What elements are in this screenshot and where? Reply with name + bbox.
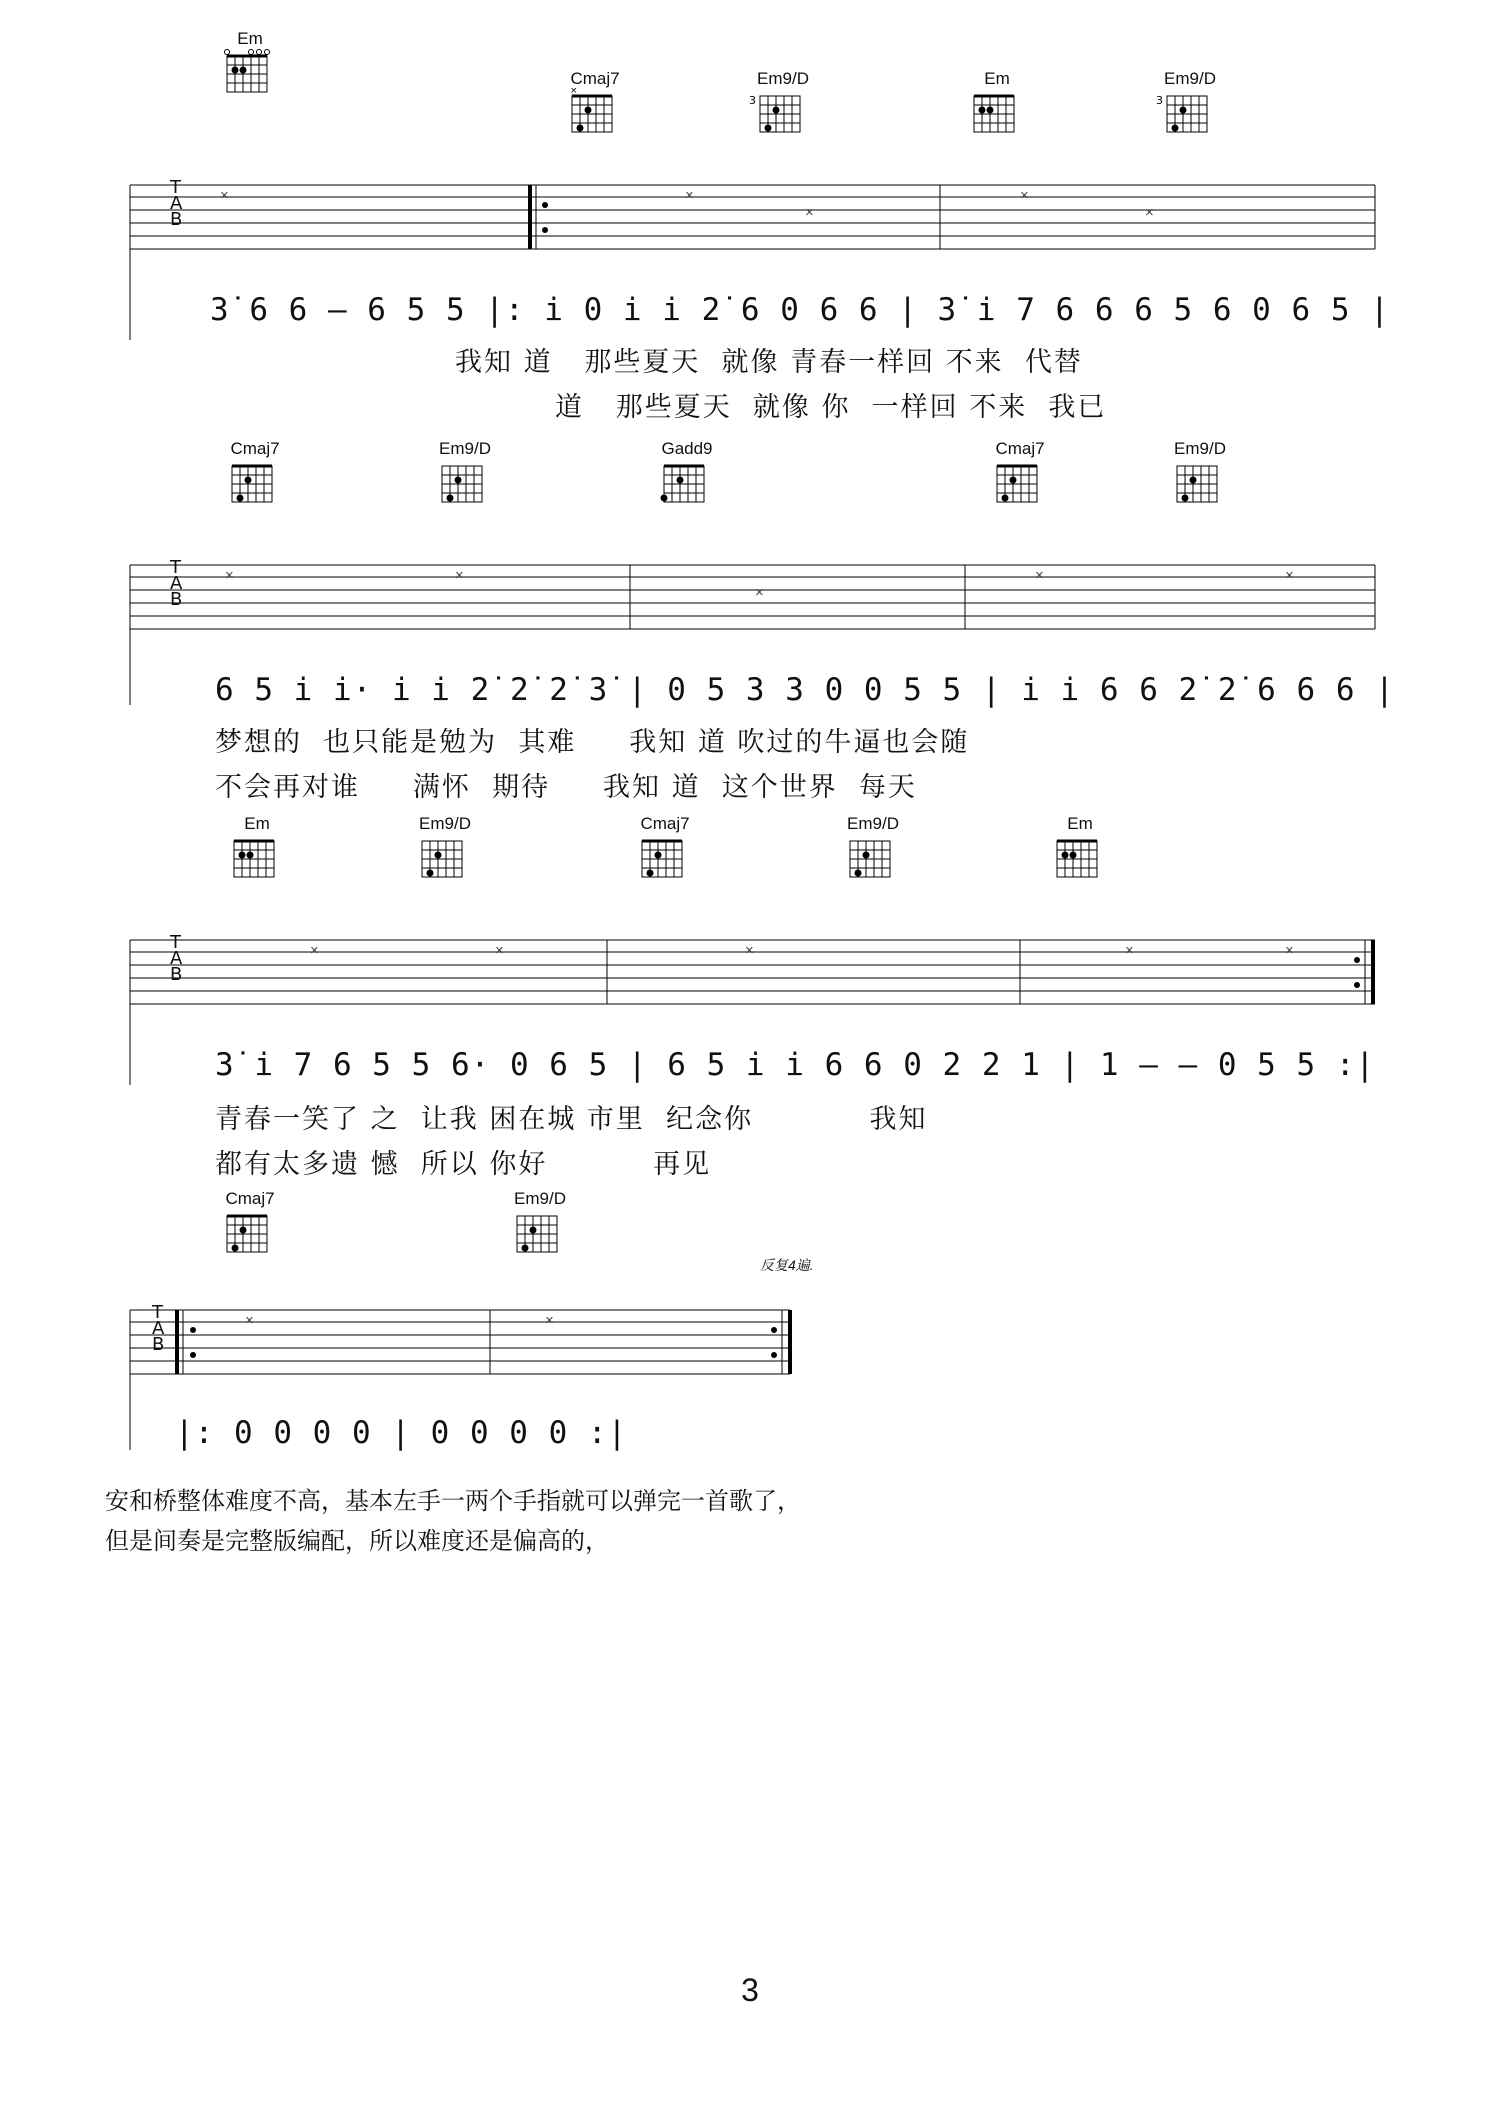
tab-clef: T A B — [170, 932, 183, 985]
lyrics-verse-2: 道 那些夏天 就像 你 一样回 不来 我已 — [555, 392, 1107, 423]
chord-name: Em9/D — [439, 439, 491, 458]
chord-grid — [962, 88, 1032, 143]
chord-name: Cmaj7 — [570, 69, 620, 88]
chord-diagram — [652, 440, 722, 517]
lyrics-verse-1: 梦想的 也只能是勉为 其难 我知 道 吹过的牛逼也会随 — [215, 727, 970, 758]
chord-diagram — [1045, 815, 1115, 892]
chord-name: Cmaj7 — [640, 814, 690, 833]
chord-diagram — [748, 70, 818, 147]
tab-clef: T A B — [170, 177, 183, 230]
chord-grid — [560, 88, 630, 143]
svg-text:×: × — [685, 187, 694, 204]
chord-grid — [985, 458, 1055, 513]
svg-text:×: × — [1285, 567, 1294, 584]
repeat-instruction: 反复4遍. — [760, 1257, 814, 1273]
svg-text:3: 3 — [1156, 94, 1163, 107]
numbered-notation: 6 5 i i· i i 2̇ 2̇ 2̇ 3̇ | 0 5 3 3 0 0 5 5 | i i 6 6 2̇ 2̇ 6 6 6 | — [215, 672, 1395, 708]
svg-text:×: × — [495, 942, 504, 959]
chord-grid — [222, 833, 292, 888]
chord-name: Em9/D — [757, 69, 809, 88]
chord-grid — [215, 48, 285, 103]
chord-diagram — [410, 815, 480, 892]
svg-text:×: × — [1285, 942, 1294, 959]
chord-name: Em9/D — [1174, 439, 1226, 458]
chord-grid — [410, 833, 480, 888]
numbered-notation: 3̇ 6 6 — 6 5 5 |: i 0 i i 2̇ 6 0 6 6 | 3̇ i 7 6 6 6 5 6 0 6 5 | — [210, 292, 1390, 328]
chord-name: Em9/D — [847, 814, 899, 833]
svg-text:×: × — [245, 1312, 254, 1329]
svg-text:×: × — [755, 584, 764, 601]
svg-text:×: × — [1020, 187, 1029, 204]
chord-diagram — [430, 440, 500, 517]
lyrics-verse-1: 我知 道 那些夏天 就像 青春一样回 不来 代替 — [455, 347, 1083, 378]
chord-diagram — [222, 815, 292, 892]
chord-grid — [220, 458, 290, 513]
tab-clef: T A B — [170, 557, 183, 610]
svg-text:×: × — [570, 88, 578, 96]
chord-diagram — [215, 30, 285, 107]
chord-name: Cmaj7 — [225, 1189, 275, 1208]
tab-clef: T A B — [152, 1302, 165, 1355]
lyrics-verse-2: 不会再对谁 满怀 期待 我知 道 这个世界 每天 — [215, 772, 917, 803]
chord-grid — [1045, 833, 1115, 888]
lyrics-verse-2: 都有太多遗 憾 所以 你好 再见 — [215, 1149, 712, 1180]
chord-diagram — [985, 440, 1055, 517]
chord-diagram — [630, 815, 700, 892]
svg-text:×: × — [1125, 942, 1134, 959]
chord-diagram — [1165, 440, 1235, 517]
chord-diagram — [220, 440, 290, 517]
svg-text:×: × — [1145, 204, 1154, 221]
chord-grid — [748, 88, 818, 143]
chord-diagram — [1155, 70, 1225, 147]
svg-text:×: × — [805, 204, 814, 221]
lyrics-verse-1: 青春一笑了 之 让我 困在城 市里 纪念你 我知 — [215, 1104, 928, 1135]
chord-name: Cmaj7 — [995, 439, 1045, 458]
chord-grid — [1165, 458, 1235, 513]
chord-diagram — [560, 70, 630, 147]
chord-grid — [838, 833, 908, 888]
chord-name: Em — [1067, 814, 1093, 833]
chord-name: Em9/D — [419, 814, 471, 833]
numbered-notation: |: 0 0 0 0 | 0 0 0 0 :| — [175, 1415, 628, 1451]
svg-text:3: 3 — [749, 94, 756, 107]
chord-name: Em9/D — [514, 1189, 566, 1208]
svg-text:×: × — [225, 567, 234, 584]
chord-grid — [215, 1208, 285, 1263]
chord-grid — [505, 1208, 575, 1263]
svg-text:×: × — [455, 567, 464, 584]
svg-text:×: × — [220, 187, 229, 204]
svg-text:×: × — [1035, 567, 1044, 584]
chord-diagram — [962, 70, 1032, 147]
chord-name: Gadd9 — [661, 439, 713, 458]
chord-diagram — [505, 1190, 575, 1267]
chord-grid — [630, 833, 700, 888]
chord-name: Em9/D — [1164, 69, 1216, 88]
page-number: 3 — [741, 1972, 759, 2008]
svg-text:×: × — [545, 1312, 554, 1329]
chord-name: Em — [237, 29, 263, 48]
note-line: 但是间奏是完整版编配，所以难度还是偏高的， — [105, 1528, 609, 1555]
svg-text:×: × — [745, 942, 754, 959]
chord-name: Em — [244, 814, 270, 833]
chord-name: Em — [984, 69, 1010, 88]
note-line: 安和桥整体难度不高，基本左手一两个手指就可以弹完一首歌了， — [105, 1488, 801, 1515]
svg-text:×: × — [310, 942, 319, 959]
chord-name: Cmaj7 — [230, 439, 280, 458]
performance-note — [105, 1482, 801, 1562]
chord-grid — [652, 458, 722, 513]
chord-diagram — [215, 1190, 285, 1267]
chord-grid — [430, 458, 500, 513]
chord-diagram — [838, 815, 908, 892]
chord-grid — [1155, 88, 1225, 143]
numbered-notation: 3̇ i 7 6 5 5 6· 0 6 5 | 6 5 i i 6 6 0 2 2 1 | 1 — — 0 5 5 :| — [215, 1047, 1376, 1083]
